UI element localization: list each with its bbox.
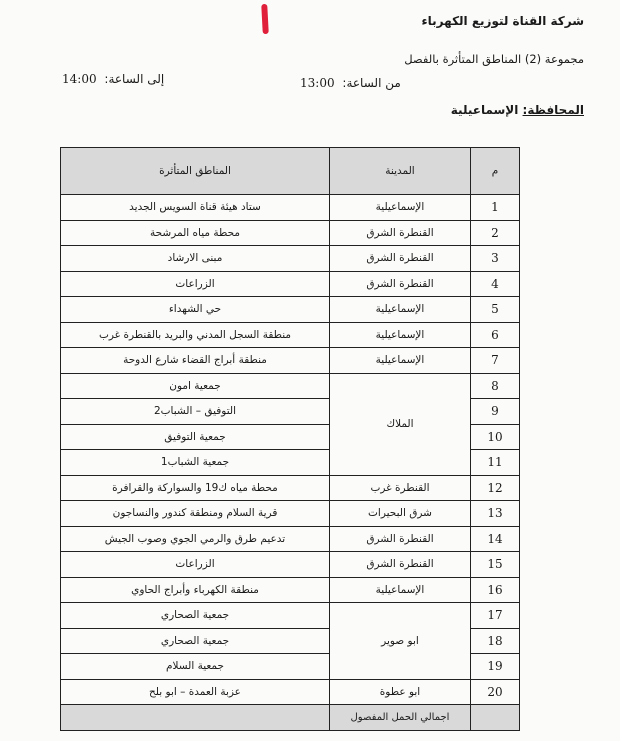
total-value-cell xyxy=(61,705,330,731)
row-num: 9 xyxy=(471,399,520,425)
total-num-cell xyxy=(471,705,520,731)
row-city: القنطرة الشرق xyxy=(330,526,471,552)
to-time: 14:00 xyxy=(62,72,97,86)
row-area: محطة مياه ك19 والسواركة والقرافرة xyxy=(61,475,330,501)
row-area: حي الشهداء xyxy=(61,297,330,323)
company-name: شركة القناة لتوزيع الكهرباء xyxy=(421,14,584,28)
row-area: عزبة العمدة – ابو بلح xyxy=(61,679,330,705)
row-area: منطقة أبراج القضاء شارع الدوحة xyxy=(61,348,330,374)
row-num: 5 xyxy=(471,297,520,323)
table-header-row xyxy=(61,148,520,195)
row-city: ابو صوير xyxy=(330,603,471,680)
row-num: 14 xyxy=(471,526,520,552)
row-area: جمعية الصحاري xyxy=(61,628,330,654)
table-row xyxy=(61,526,520,552)
row-num: 7 xyxy=(471,348,520,374)
row-area: جمعية الصحاري xyxy=(61,603,330,629)
group-title: مجموعة (2) المناطق المتأثرة بالفصل xyxy=(404,52,584,66)
gov-value: الإسماعيلية xyxy=(450,103,519,117)
row-city: الإسماعيلية xyxy=(330,297,471,323)
row-num: 6 xyxy=(471,322,520,348)
row-area: قرية السلام ومنطقة كندور والنساجون xyxy=(61,501,330,527)
table-row xyxy=(61,679,520,705)
row-city: الإسماعيلية xyxy=(330,348,471,374)
row-city: الإسماعيلية xyxy=(330,195,471,221)
row-num: 4 xyxy=(471,271,520,297)
from-time: 13:00 xyxy=(300,76,335,90)
total-row xyxy=(61,705,520,731)
row-area: تدعيم طرق والرمي الجوي وصوب الجيش xyxy=(61,526,330,552)
from-label: من الساعة: xyxy=(342,76,401,90)
row-city: الإسماعيلية xyxy=(330,577,471,603)
to-label: إلى الساعة: xyxy=(104,72,165,86)
row-num: 20 xyxy=(471,679,520,705)
red-pen-mark xyxy=(261,4,269,34)
header-num: م xyxy=(471,148,520,195)
row-city: ابو عطوة xyxy=(330,679,471,705)
row-num: 15 xyxy=(471,552,520,578)
row-area: ستاد هيئة قناة السويس الجديد xyxy=(61,195,330,221)
table-row xyxy=(61,501,520,527)
time-to xyxy=(62,72,164,86)
row-city: القنطرة الشرق xyxy=(330,246,471,272)
row-num: 2 xyxy=(471,220,520,246)
table-row xyxy=(61,297,520,323)
row-num: 16 xyxy=(471,577,520,603)
row-num: 1 xyxy=(471,195,520,221)
row-num: 19 xyxy=(471,654,520,680)
areas-table-wrap xyxy=(60,147,520,731)
row-city: شرق البحيرات xyxy=(330,501,471,527)
governorate xyxy=(451,103,584,117)
table-row xyxy=(61,246,520,272)
header-areas: المناطق المتأثرة xyxy=(61,148,330,195)
row-area: محطة مياه المرشحة xyxy=(61,220,330,246)
row-city: القنطرة الشرق xyxy=(330,552,471,578)
row-area: جمعية الشباب1 xyxy=(61,450,330,476)
row-area: جمعية التوفيق xyxy=(61,424,330,450)
row-area: جمعية امون xyxy=(61,373,330,399)
row-num: 13 xyxy=(471,501,520,527)
row-city: القنطرة الشرق xyxy=(330,271,471,297)
row-area: منطقة السجل المدني والبريد بالقنطرة غرب xyxy=(61,322,330,348)
table-row xyxy=(61,373,520,399)
table-row xyxy=(61,577,520,603)
row-city: القنطرة الشرق xyxy=(330,220,471,246)
row-num: 11 xyxy=(471,450,520,476)
time-from xyxy=(300,76,401,90)
row-area: مبنى الارشاد xyxy=(61,246,330,272)
areas-table xyxy=(60,147,520,731)
gov-label: المحافظة: xyxy=(522,103,584,117)
row-num: 17 xyxy=(471,603,520,629)
total-label: اجمالي الحمل المفصول xyxy=(330,705,471,731)
row-city: الملاك xyxy=(330,373,471,475)
row-city: القنطرة غرب xyxy=(330,475,471,501)
row-area: منطقة الكهرباء وأبراج الحاوي xyxy=(61,577,330,603)
table-row xyxy=(61,220,520,246)
table-row xyxy=(61,552,520,578)
row-area: الزراعات xyxy=(61,552,330,578)
row-num: 8 xyxy=(471,373,520,399)
header-city: المدينة xyxy=(330,148,471,195)
row-num: 18 xyxy=(471,628,520,654)
table-row xyxy=(61,603,520,629)
row-num: 3 xyxy=(471,246,520,272)
table-row xyxy=(61,271,520,297)
table-row xyxy=(61,195,520,221)
table-row xyxy=(61,322,520,348)
row-num: 12 xyxy=(471,475,520,501)
row-city: الإسماعيلية xyxy=(330,322,471,348)
row-area: الزراعات xyxy=(61,271,330,297)
row-area: جمعية السلام xyxy=(61,654,330,680)
row-area: التوفيق – الشباب2 xyxy=(61,399,330,425)
table-row xyxy=(61,475,520,501)
row-num: 10 xyxy=(471,424,520,450)
table-row xyxy=(61,348,520,374)
